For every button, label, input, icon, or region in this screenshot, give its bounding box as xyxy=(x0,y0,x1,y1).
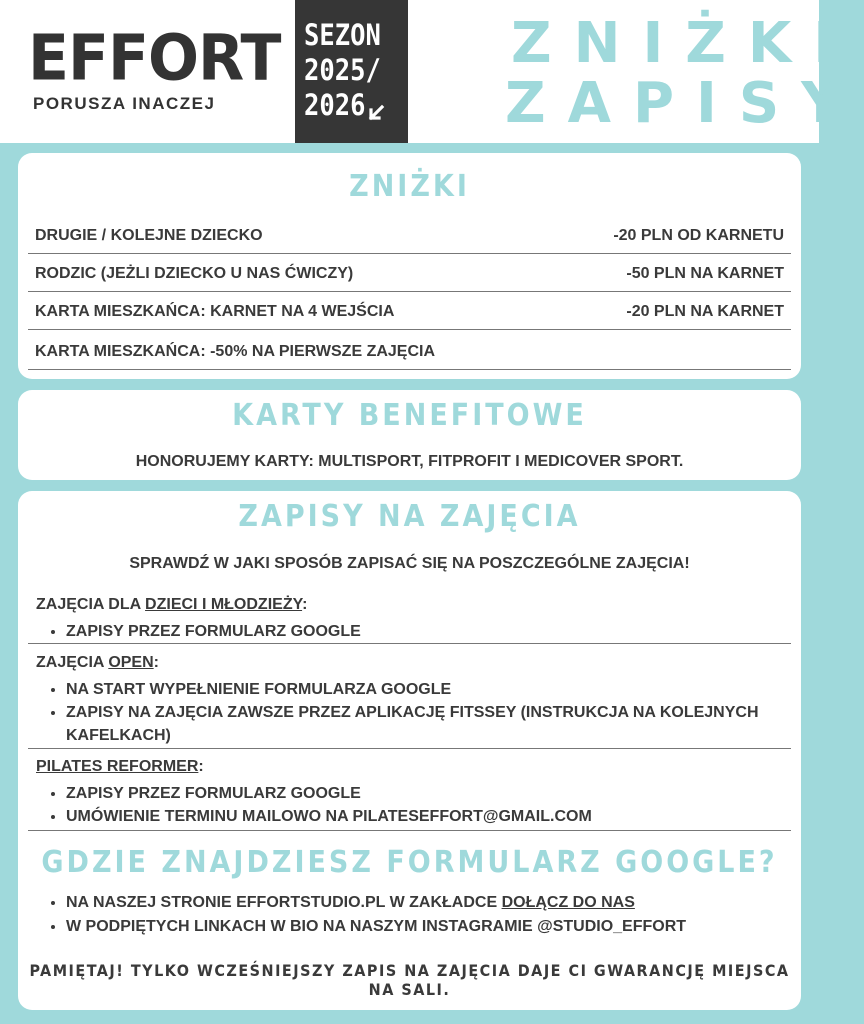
effort-logo: EFFORT xyxy=(28,21,281,96)
benefits-text: HONORUJEMY KARTY: MULTISPORT, FITPROFIT I MEDICOVER SPORT. xyxy=(135,453,684,470)
list-item: • ZAPISY PRZEZ FORMULARZ GOOGLE xyxy=(66,620,766,643)
group-list xyxy=(36,620,766,643)
discount-row xyxy=(28,217,791,254)
discount-label: RODZIC (JEŻLI DZIECKO U NAS ĆWICZY) xyxy=(35,265,354,282)
header-title-line-2: ZAPISY xyxy=(505,71,864,136)
where-list xyxy=(36,891,786,939)
discount-label: KARTA MIESZKAŃCA: -50% NA PIERWSZE ZAJĘCIA xyxy=(35,343,436,360)
divider xyxy=(28,830,791,831)
group-heading-name: DZIECI I MŁODZIEŻY xyxy=(145,596,303,613)
footer-note: PAMIĘTAJ! TYLKO WCZEŚNIEJSZY ZAPIS NA ZAJĘCIA DAJE CI GWARANCJĘ MIEJSCA NA SALI. xyxy=(29,961,790,999)
list-item: • W PODPIĘTYCH LINKACH W BIO NA NASZYM INSTAGRAMIE @STUDIO_EFFORT xyxy=(66,915,786,939)
header xyxy=(0,0,864,143)
enrollment-title: ZAPISY NA ZAJĘCIA xyxy=(238,499,581,534)
season-line-2: 2025/ xyxy=(304,53,381,87)
season-line-1: SEZON xyxy=(304,18,381,52)
group-list xyxy=(36,782,766,828)
where-item-text: NA NASZEJ STRONIE EFFORTSTUDIO.PL W ZAKŁADCE xyxy=(66,894,502,911)
list-item xyxy=(66,891,786,915)
discount-value: -20 PLN OD KARNETU xyxy=(613,227,784,244)
discounts-card xyxy=(18,153,801,379)
group-heading-name: PILATES REFORMER xyxy=(36,758,199,775)
enrollment-card xyxy=(18,491,801,1010)
discount-row xyxy=(28,255,791,292)
list-item: • UMÓWIENIE TERMINU MAILOWO NA PILATESEFFORT@GMAIL.COM xyxy=(66,805,766,828)
discount-row xyxy=(28,333,791,370)
enrollment-intro: SPRAWDŹ W JAKI SPOSÓB ZAPISAĆ SIĘ NA POSZCZEGÓLNE ZAJĘCIA! xyxy=(129,555,690,572)
group-heading-suffix: : xyxy=(302,596,308,613)
header-title-line-1: ZNIŻKI xyxy=(511,11,857,76)
list-item: • ZAPISY NA ZAJĘCIA ZAWSZE PRZEZ APLIKACJĘ FITSSEY (INSTRUKCJA NA KOLEJNYCH KAFELKACH) xyxy=(66,701,766,747)
discount-value: -20 PLN NA KARNET xyxy=(626,303,784,320)
group-heading-suffix: : xyxy=(198,758,204,775)
tagline: PORUSZA INACZEJ xyxy=(33,94,216,113)
group-heading xyxy=(36,654,159,672)
divider xyxy=(28,748,791,749)
season-badge xyxy=(295,0,408,143)
divider xyxy=(28,643,791,644)
season-line-3: 2026 xyxy=(304,88,366,122)
discount-row xyxy=(28,293,791,330)
arrow-down-left-icon xyxy=(367,104,385,122)
discount-label: DRUGIE / KOLEJNE DZIECKO xyxy=(35,227,263,244)
group-heading-name: OPEN xyxy=(108,654,154,671)
discount-label: KARTA MIESZKAŃCA: KARNET NA 4 WEJŚCIA xyxy=(35,303,395,320)
discounts-title: ZNIŻKI xyxy=(349,169,470,204)
list-item: • NA START WYPEŁNIENIE FORMULARZA GOOGLE xyxy=(66,678,766,701)
benefits-title: KARTY BENEFITOWE xyxy=(232,398,587,433)
group-heading-prefix: ZAJĘCIA DLA xyxy=(36,596,146,613)
list-item: • ZAPISY PRZEZ FORMULARZ GOOGLE xyxy=(66,782,766,805)
benefits-card xyxy=(18,390,801,480)
group-heading-prefix: ZAJĘCIA xyxy=(36,654,109,671)
group-heading-suffix: : xyxy=(153,654,159,671)
where-title: GDZIE ZNAJDZIESZ FORMULARZ GOOGLE? xyxy=(41,845,778,880)
join-us-link[interactable]: DOŁĄCZ DO NAS xyxy=(501,894,635,911)
group-list xyxy=(36,678,766,747)
discount-value: -50 PLN NA KARNET xyxy=(626,265,784,282)
group-heading xyxy=(36,758,204,776)
group-heading xyxy=(36,596,307,614)
